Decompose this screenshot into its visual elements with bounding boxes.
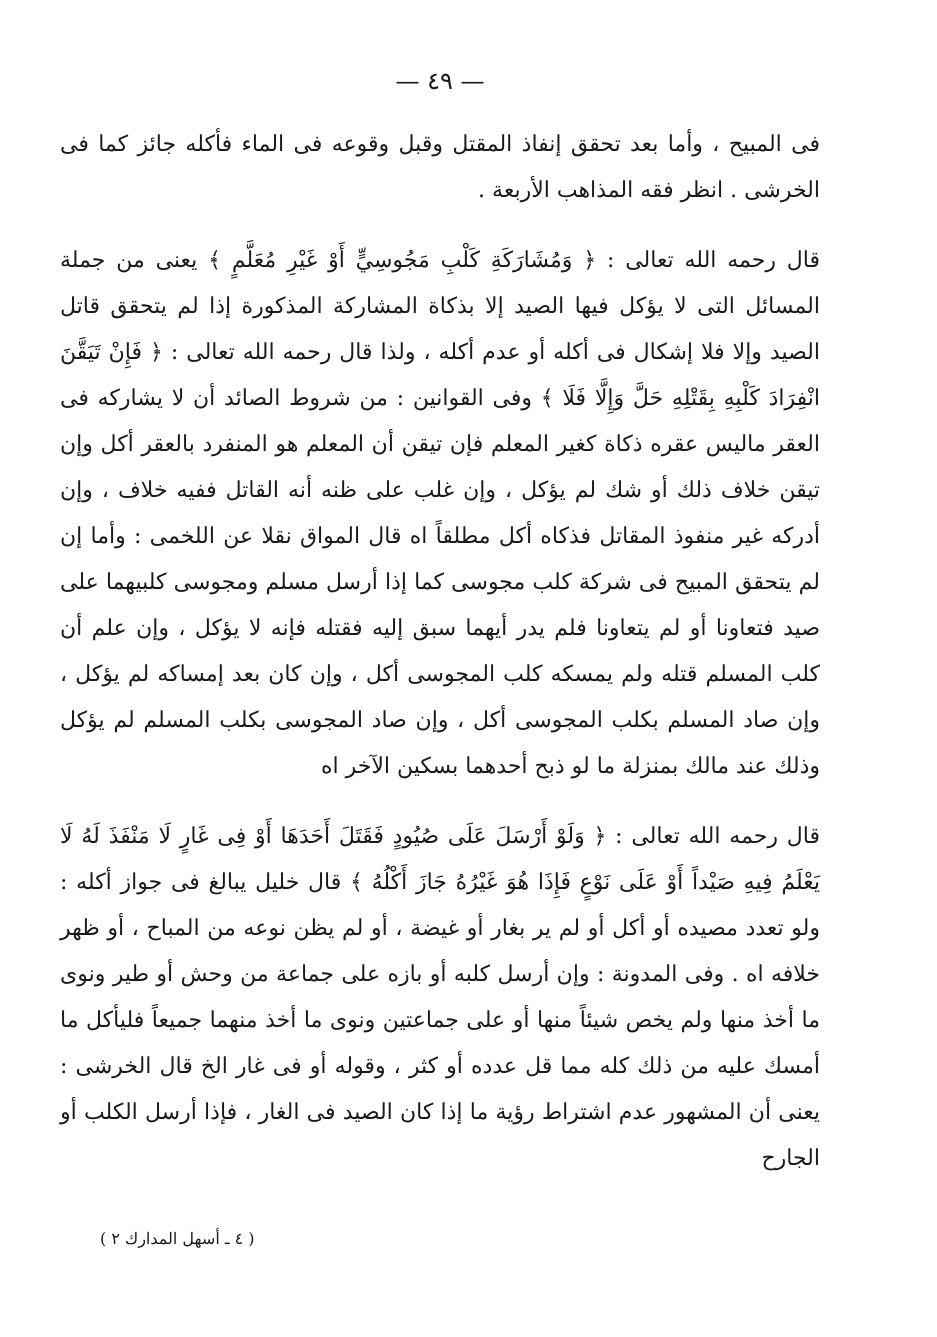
- book-page: [60, 0, 820, 1337]
- paragraph-2: قال رحمه الله تعالى : ﴿ وَمُشَارَكَةِ كَلْبِ مَجُوسِيٍّ أَوْ غَيْرِ مُعَلَّمٍ ﴾ يعنى من جملة المسائل التى لا يؤكل فيها الصيد إلا بذكاة المشاركة المذكورة إذا لم يتحقق قاتل الصيد وإلا فلا إشكال فى أكله أو عدم أكله ، ولذا قال رحمه الله تعالى : ﴿ فَإِنْ تَيَقَّنَ انْفِرَادَ كَلْبِهِ بِقَتْلِهِ حَلَّ وَإِلَّا فَلَا ﴾ وفى القوانين : من شروط الصائد أن لا يشاركه فى العقر ماليس عقره ذكاة كغير المعلم فإن تيقن أن المعلم هو المنفرد بالعقر أكل وإن تيقن خلاف ذلك أو شك لم يؤكل ، وإن غلب على ظنه أنه القاتل ففيه خلاف ، وإن أدركه غير منفوذ المقاتل فذكاه أكل مطلقاً اه قال المواق نقلا عن اللخمى : وأما إن لم يتحقق المبيح فى شركة كلب مجوسى كما إذا أرسل مسلم ومجوسى كلبيهما على صيد فتعاونا أو لم يتعاونا فلم يدر أيهما سبق إليه فقتله فإنه لا يؤكل ، وإن علم أن كلب المسلم قتله ولم يمسكه كلب المجوسى أكل ، وإن كان بعد إمساكه لم يؤكل ، وإن صاد المسلم بكلب المجوسى أكل ، وإن صاد المجوسى بكلب المسلم لم يؤكل وذلك عند مالك بمنزلة ما لو ذبح أحدهما بسكين الآخر اه: [60, 248, 820, 779]
- page-number: — ٤٩ —: [395, 67, 485, 95]
- footer-signature: ( ٤ ـ أسهل المدارك ٢ ): [100, 1229, 255, 1248]
- page-body: [60, 122, 820, 1182]
- paragraph-3: قال رحمه الله تعالى : ﴿ وَلَوْ أَرْسَلَ عَلَى صُيُودٍ فَقَتَلَ أَحَدَهَا أَوْ فِى غَارٍ لَا مَنْفَذَ لَهُ لَا يَعْلَمُ فِيهِ صَيْداً أَوْ عَلَى نَوْعٍ فَإِذَا هُوَ غَيْرُهُ جَازَ أَكْلُهُ ﴾ قال خليل يبالغ فى جواز أكله : ولو تعدد مصيده أو أكل أو لم ير بغار أو غيضة ، أو لم يظن نوعه من المباح ، أو ظهر خلافه اه . وفى المدونة : وإن أرسل كلبه أو بازه على جماعة من وحش أو طير ونوى ما أخذ منها ولم يخص شيئاً منها أو على جماعتين ونوى ما أخذ منهما جميعاً فليأكل ما أمسك عليه من ذلك كله مما قل عدده أو كثر ، وقوله أو فى غار الخ قال الخرشى : يعنى أن المشهور عدم اشتراط رؤية ما إذا كان الصيد فى الغار ، فإذا أرسل الكلب أو الجارح: [60, 824, 820, 1171]
- paragraph-1: فى المبيح ، وأما بعد تحقق إنفاذ المقتل وقبل وقوعه فى الماء فأكله جائز كما فى الخرشى . انظر فقه المذاهب الأربعة .: [60, 132, 820, 203]
